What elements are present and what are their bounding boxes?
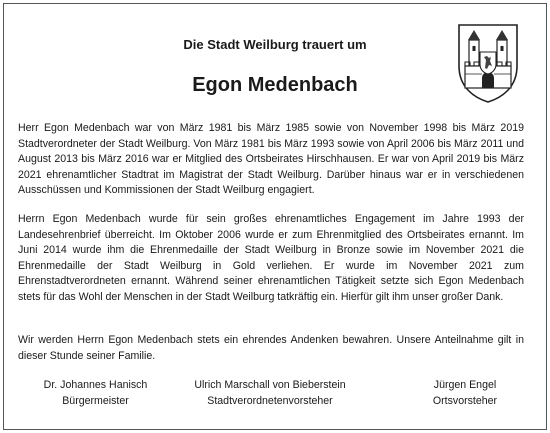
signatory-title: Ortsvorsteher (432, 394, 498, 407)
signatory-mayor (18, 378, 173, 409)
signatory-title: Bürgermeister (62, 394, 129, 407)
paragraph-honors: Herrn Egon Medenbach wurde für sein großes ehrenamtliches Engagement im Jahre 1993 der Landesehrenbrief überreicht. Im Oktober 2006 wurde er zum Ehrenmitglied des Ortsbeirates ernannt. Im Juni 2014 wurde ihm die Ehrenmedaille der Stadt Weilburg in Bronze sowie im November 2021 die Ehrenmedaille der Stadt Weilburg in Gold verliehen. Er wurde im November 2021 zum Ehrenstadtverordneten ernannt. Während seiner ehrenamtlichen Tätigkeit setzte sich Egon Medenbach stets für das Wohl der Menschen in der Stadt Weilburg tatkräftig ein. Hierfür gilt ihm unser großer Dank. (18, 213, 524, 303)
signatory-title: Stadtverordnetenvorsteher (207, 394, 333, 407)
coat-of-arms-icon (456, 22, 520, 104)
signatory-council-chair (165, 378, 375, 409)
deceased-name: Egon Medenbach (192, 74, 358, 96)
signatory-name: Jürgen Engel (433, 379, 497, 391)
signatory-name: Ulrich Marschall von Bieberstein (194, 379, 346, 391)
signatory-local-chair (395, 378, 535, 409)
paragraph-condolences: Wir werden Herrn Egon Medenbach stets ein ehrendes Andenken bewahren. Unsere Anteilnahme gilt in dieser Stunde seiner Familie. (18, 334, 524, 362)
heading: Die Stadt Weilburg trauert um (183, 37, 367, 52)
paragraph-career: Herr Egon Medenbach war von März 1981 bis März 1985 sowie von November 1998 bis März 2019 Stadtverordneter der Stadt Weilburg. Von März 1981 bis März 1993 sowie von April 2006 bis März 2011 und August 2013 bis März 2016 war er Mitglied des Ortsbeirates Hirschhausen. Er war von April 2019 bis März 2021 ehrenamtlicher Stadtrat im Magistrat der Stadt Weilburg. Darüber hinaus war er in verschiedenen Ausschüssen und Kommissionen der Stadt Weilburg engagiert. (18, 122, 524, 197)
signatory-name: Dr. Johannes Hanisch (43, 379, 148, 391)
